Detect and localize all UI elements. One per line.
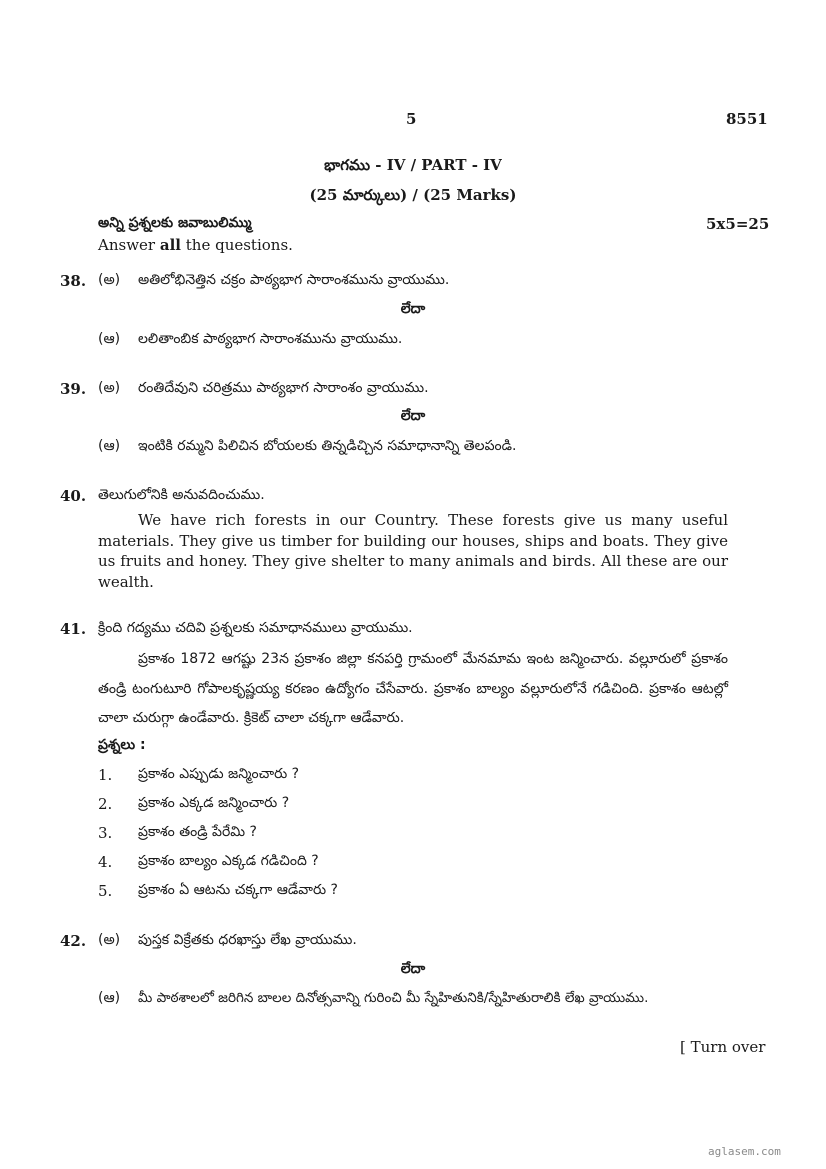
question-number-40: 40.	[60, 487, 87, 505]
option-marker-b: (ఆ)	[98, 438, 121, 454]
question-number-42: 42.	[60, 932, 87, 950]
sub-question-text: ప్రకాశం తండ్రి పేరేమి ?	[138, 824, 257, 840]
question-41-instruction: క్రింది గద్యము చదివి ప్రశ్నలకు సమాధానములు వ్రాయుము.	[98, 620, 413, 636]
sub-question-text: ప్రకాశం ఎక్కడ జన్మించారు ?	[138, 795, 290, 811]
question-42-option-a: పుస్తక విక్రేతకు ధరఖాస్తు లేఖ వ్రాయుము.	[138, 932, 357, 948]
question-42-option-b: మీ పాఠశాలలో జరిగిన బాలల దినోత్సవాన్ని గురించి మీ స్నేహితునికి/స్నేహితురాలికి లేఖ వ్రాయుము.	[138, 990, 649, 1006]
sub-question-number: 3.	[98, 824, 113, 842]
question-number-41: 41.	[60, 620, 87, 638]
option-marker-b: (ఆ)	[98, 331, 121, 347]
sub-question-number: 1.	[98, 766, 113, 784]
or-label: లేదా	[400, 301, 426, 317]
section-marks: (25 మార్కులు) / (25 Marks)	[309, 186, 517, 204]
section-title: భాగము - IV / PART - IV	[324, 156, 502, 174]
sub-question-number: 5.	[98, 882, 113, 900]
option-marker-b: (ఆ)	[98, 990, 121, 1006]
option-marker-a: (అ)	[98, 932, 121, 948]
question-number-39: 39.	[60, 380, 87, 398]
sub-question-text: ప్రకాశం బాల్యం ఎక్కడ గడిచింది ?	[138, 853, 319, 869]
questions-label: ప్రశ్నలు :	[98, 737, 146, 753]
turn-over-note: [ Turn over	[680, 1038, 766, 1056]
or-label: లేదా	[400, 408, 426, 424]
option-marker-a: (అ)	[98, 272, 121, 288]
or-label: లేదా	[400, 961, 426, 977]
question-39-option-a: రంతిదేవుని చరిత్రము పాఠ్యభాగ సారాంశం వ్రాయుము.	[138, 380, 429, 396]
question-number-38: 38.	[60, 272, 87, 290]
paper-code: 8551	[726, 110, 768, 128]
option-marker-a: (అ)	[98, 380, 121, 396]
sub-question-number: 4.	[98, 853, 113, 871]
marks-scheme: 5x5=25	[706, 215, 770, 233]
instruction-telugu: అన్ని ప్రశ్నలకు జవాబులిమ్ము	[98, 215, 252, 231]
question-41-passage: ప్రకాశం 1872 ఆగష్టు 23న ప్రకాశం జిల్లా కనపర్తి గ్రామంలో మేనమామ ఇంట జన్మించారు. వల్లూరులో ప్రకాశం తండ్రి టంగుటూరి గోపాలకృష్ణయ్య కరణం ఉద్యోగం చేసేవారు. ప్రకాశం బాల్యం వల్లూరులోనే గడిచింది. ప్రకాశం ఆటల్లో చాలా చురుగ్గా ఉండేవారు. క్రికెట్ చాలా చక్కగా ఆడేవారు.	[98, 651, 728, 726]
question-40-instruction: తెలుగులోనికి అనువదించుము.	[98, 487, 265, 503]
sub-question-number: 2.	[98, 795, 113, 813]
question-38-option-b: లలితాంబిక పాఠ్యభాగ సారాంశమును వ్రాయుము.	[138, 331, 403, 347]
watermark: aglasem.com	[708, 1145, 781, 1158]
sub-question-text: ప్రకాశం ఏ ఆటను చక్కగా ఆడేవారు ?	[138, 882, 338, 898]
question-40-passage: We have rich forests in our Country. These forests give us many useful materials. They give us timber for building our houses, ships and boats. They give us fruits and honey. They give shelter to many animals and birds. All these are our wealth.	[98, 511, 728, 591]
question-39-option-b: ఇంటికి రమ్మని పిలిచిన బోయలకు తిన్నడిచ్చిన సమాధానాన్ని తెలపండి.	[138, 438, 517, 454]
instruction-english: Answer all the questions.	[98, 236, 293, 254]
question-38-option-a: అతిలోభినెత్తిన చక్రం పాఠ్యభాగ సారాంశమును వ్రాయుము.	[138, 272, 450, 288]
sub-question-text: ప్రకాశం ఎప్పుడు జన్మించారు ?	[138, 766, 300, 782]
page-number: 5	[406, 110, 417, 128]
